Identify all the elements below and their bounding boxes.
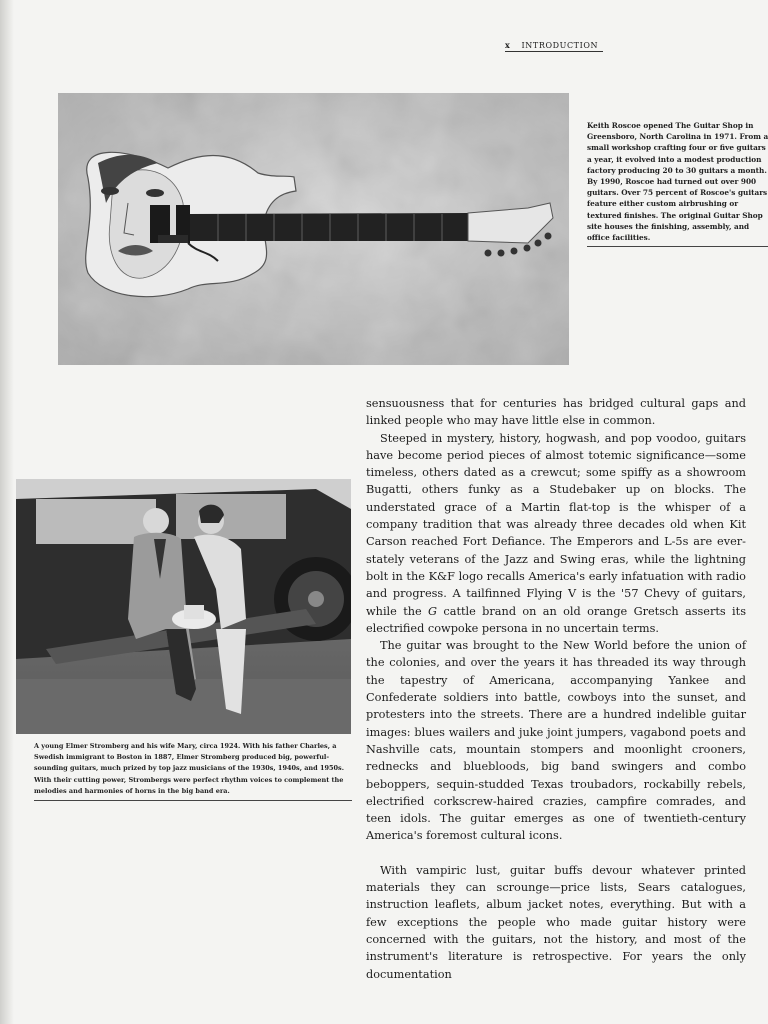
gretsch-g-brand: G: [428, 604, 438, 618]
paragraph-2-text-b: cattle brand on an old orange Gretsch asserts its electrified cowpoke persona in no uncertain terms.: [366, 604, 746, 635]
paragraph-4: With vampiric lust, guitar buffs devour whatever printed materials they can scrounge—price lists, Sears catalogues, instruction leaflets, album jacket notes, everything. But with a few exceptions the people who made guitar history were concerned with the guitars, not the history, and most of the instrument's literature is retrospective. For years the only documentation: [366, 863, 746, 981]
paragraph-3: The guitar was brought to the New World before the union of the colonies, and over the years it has threaded its way through the tapestry of Americana, accompanying Yankee and Confederate soldiers into battle, cowboys into the sunset, and protesters into the streets. There are a hundred indelible guitar images: blues wailers and juke joint jumpers, vagabond poets and Nashville cats, mountain stompers and moonlight crooners, rednecks and bluebloods, big band swingers and combo beboppers, sequin-studded Texas troubadors, rockabilly rebels, electrified corkscrew-haired crazies, campfire comrades, and teen idols. The guitar emerges as one of twentieth-century America's foremost cultural icons.: [366, 639, 746, 843]
stromberg-photo-illustration: [16, 479, 351, 734]
page-number: x: [505, 40, 511, 50]
section-title: INTRODUCTION: [521, 41, 599, 50]
paragraph-2: [366, 430, 746, 638]
page-gutter-shadow: [0, 0, 14, 1024]
guitar-caption: Keith Roscoe opened The Guitar Shop in Greensboro, North Carolina in 1971. From a small workshop crafting four or five guitars a year, it evolved into a modest production factory producing 20 to 30 guitars a month. By 1990, Roscoe had turned out over 900 guitars. Over 75 percent of Roscoe's guitars feature either custom airbrushing or textured finishes. The original Guitar Shop site houses the finishing, assembly, and office facilities.: [587, 120, 768, 247]
stromberg-photo: [16, 479, 351, 734]
paragraph-2-text-a: Steeped in mystery, history, hogwash, and pop voodoo, guitars have become period pieces of almost totemic significance—some timeless, others dated as a crewcut; some spiffy as a showroom Bugatti, others funky as a Studebaker up on blocks. The understated grace of a Martin flat-top is the whisper of a company tradition that was already three decades old when Kit Carson reached Fort Defiance. The Emperors and L-5s are ever-stately veterans of the Jazz and Swing eras, while the lightning bolt in the K&F logo recalls America's early infatuation with radio and progress. A tailfinned Flying V is the '57 Chevy of guitars, while the: [366, 431, 746, 618]
guitar-illustration: [58, 93, 569, 365]
guitar-photo: [58, 93, 569, 365]
stromberg-caption: A young Elmer Stromberg and his wife Mary, circa 1924. With his father Charles, a Swedish immigrant to Boston in 1887, Elmer Stromberg produced big, powerful-sounding guitars, much prized by top jazz musicians of the 1930s, 1940s, and 1950s. With their cutting power, Strombergs were perfect rhythm voices to complement the melodies and harmonies of horns in the big band era.: [34, 741, 352, 801]
paragraph-1: sensuousness that for centuries has bridged cultural gaps and linked people who may have little else in common.: [366, 397, 746, 428]
running-header: [505, 40, 603, 52]
body-text: [366, 395, 746, 983]
